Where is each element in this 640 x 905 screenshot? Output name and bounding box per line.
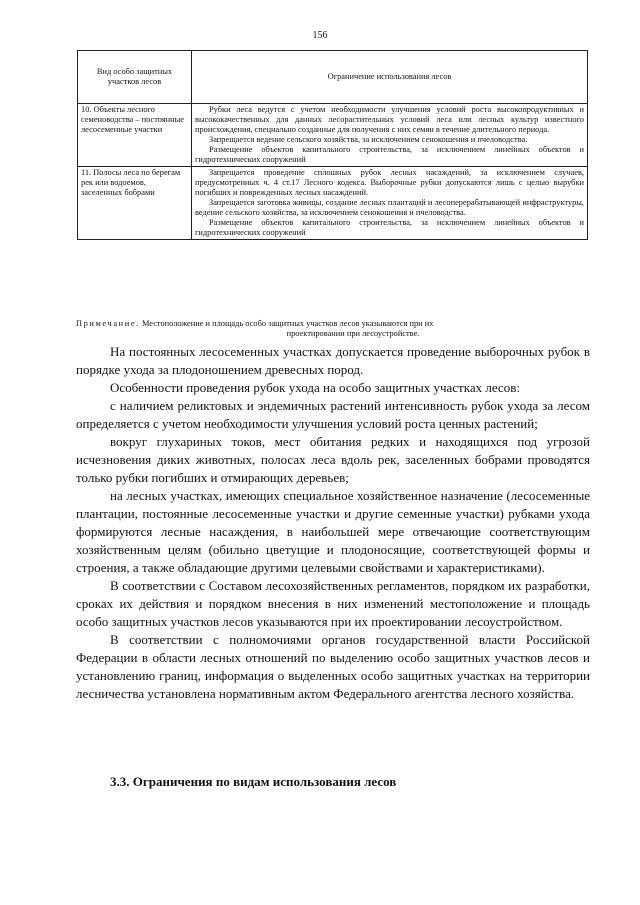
body-text (76, 343, 590, 703)
restriction-text: Размещение объектов капитального строительства, за исключением линейных объектов и гидротехнических сооружений (195, 145, 584, 164)
paragraph: В соответствии с полномочиями органов государственной власти Российской Федерации в области лесных отношений по выделению особо защитных участков лесов и установлению границ, информация о выделенных особо защитных участках на территории лесничества установлена нормативным актом Федерального агентства лесного хозяйства. (76, 632, 590, 701)
paragraph: В соответствии с Составом лесохозяйственных регламентов, порядком их разработки, сроках их действия и порядком внесения в них изменений местоположение и площадь особо защитных участков лесов указываются при их проектировании лесоустройством. (76, 578, 590, 629)
row-restrictions (192, 167, 588, 240)
paragraph: с наличием реликтовых и эндемичных растений интенсивность рубок ухода за лесом определяется с учетом необходимости улучшения условий роста ценных растений; (76, 398, 590, 431)
note-text: Местоположение и площадь особо защитных участков лесов указываются при их (141, 319, 434, 328)
header-forest-use-restriction: Ограничение использования лесов (192, 51, 588, 104)
row-restrictions (192, 104, 588, 167)
row-area-type: 10. Объекты лесного семеноводства – постоянные лесосеменные участки (78, 104, 192, 167)
note-label: Примечание. (76, 319, 140, 328)
restriction-text: Запрещается заготовка живицы, создание лесных плантаций и лесоперерабатывающей инфраструктуры, ведение сельского хозяйства, за исключением сенокошения и пчеловодства. (195, 198, 584, 217)
note-continuation: проектировании при лесоустройстве. (286, 329, 420, 338)
restriction-text: Размещение объектов капитального строительства, за исключением линейных объектов и гидротехнических сооружений (195, 218, 584, 237)
restriction-text: Запрещается проведение сплошных рубок лесных насаждений, за исключением случаев, предусмотренных ч. 4 ст.17 Лесного кодекса. Выборочные рубки допускаются лишь с целью вырубки погибших и поврежденных лесных насаждений. (195, 168, 584, 197)
restriction-text: Запрещается ведение сельского хозяйства, за исключением сенокошения и пчеловодства. (209, 135, 528, 144)
table-row (78, 167, 588, 240)
header-protective-area-type: Вид особо защитных участков лесов (78, 51, 192, 104)
row-area-type: 11. Полосы леса по берегам рек или водоемов, заселенных бобрами (78, 167, 192, 240)
page-number: 156 (312, 30, 328, 41)
restriction-text: Рубки леса ведутся с учетом необходимости улучшения условий роста высокопродуктивных и высококачественных для данных лесорастительных условий леса или лесных культур известного происхождения, специально созданные для получения с них семян в течение длительного периода. (195, 105, 584, 134)
paragraph: вокруг глухариных токов, мест обитания редких и находящихся под угрозой исчезновения диких животных, полосах леса вдоль рек, заселенных бобрами проводятся только рубки погибших и отмирающих деревьев; (76, 434, 590, 485)
paragraph: Особенности проведения рубок ухода на особо защитных участках лесов: (110, 380, 520, 395)
restrictions-table (77, 50, 588, 240)
paragraph: на лесных участках, имеющих специальное хозяйственное назначение (лесосеменные плантации, постоянные лесосеменные участки и другие семенные участки) рубками ухода формируются лесные насаждения, в наибольшей мере отвечающие соответствующим хозяйственным целям (обильно цветущие и плодоносящие, соответствующей формы и строения, а также обладающие другими целевыми свойствами и характеристиками). (76, 488, 590, 575)
table-header-row (78, 51, 588, 104)
table-note (76, 319, 590, 339)
paragraph: На постоянных лесосеменных участках допускается проведение выборочных рубок в порядке ухода за плодоношением древесных пород. (76, 344, 590, 377)
section-heading: 3.3. Ограничения по видам использования лесов (110, 774, 397, 789)
table-row (78, 104, 588, 167)
